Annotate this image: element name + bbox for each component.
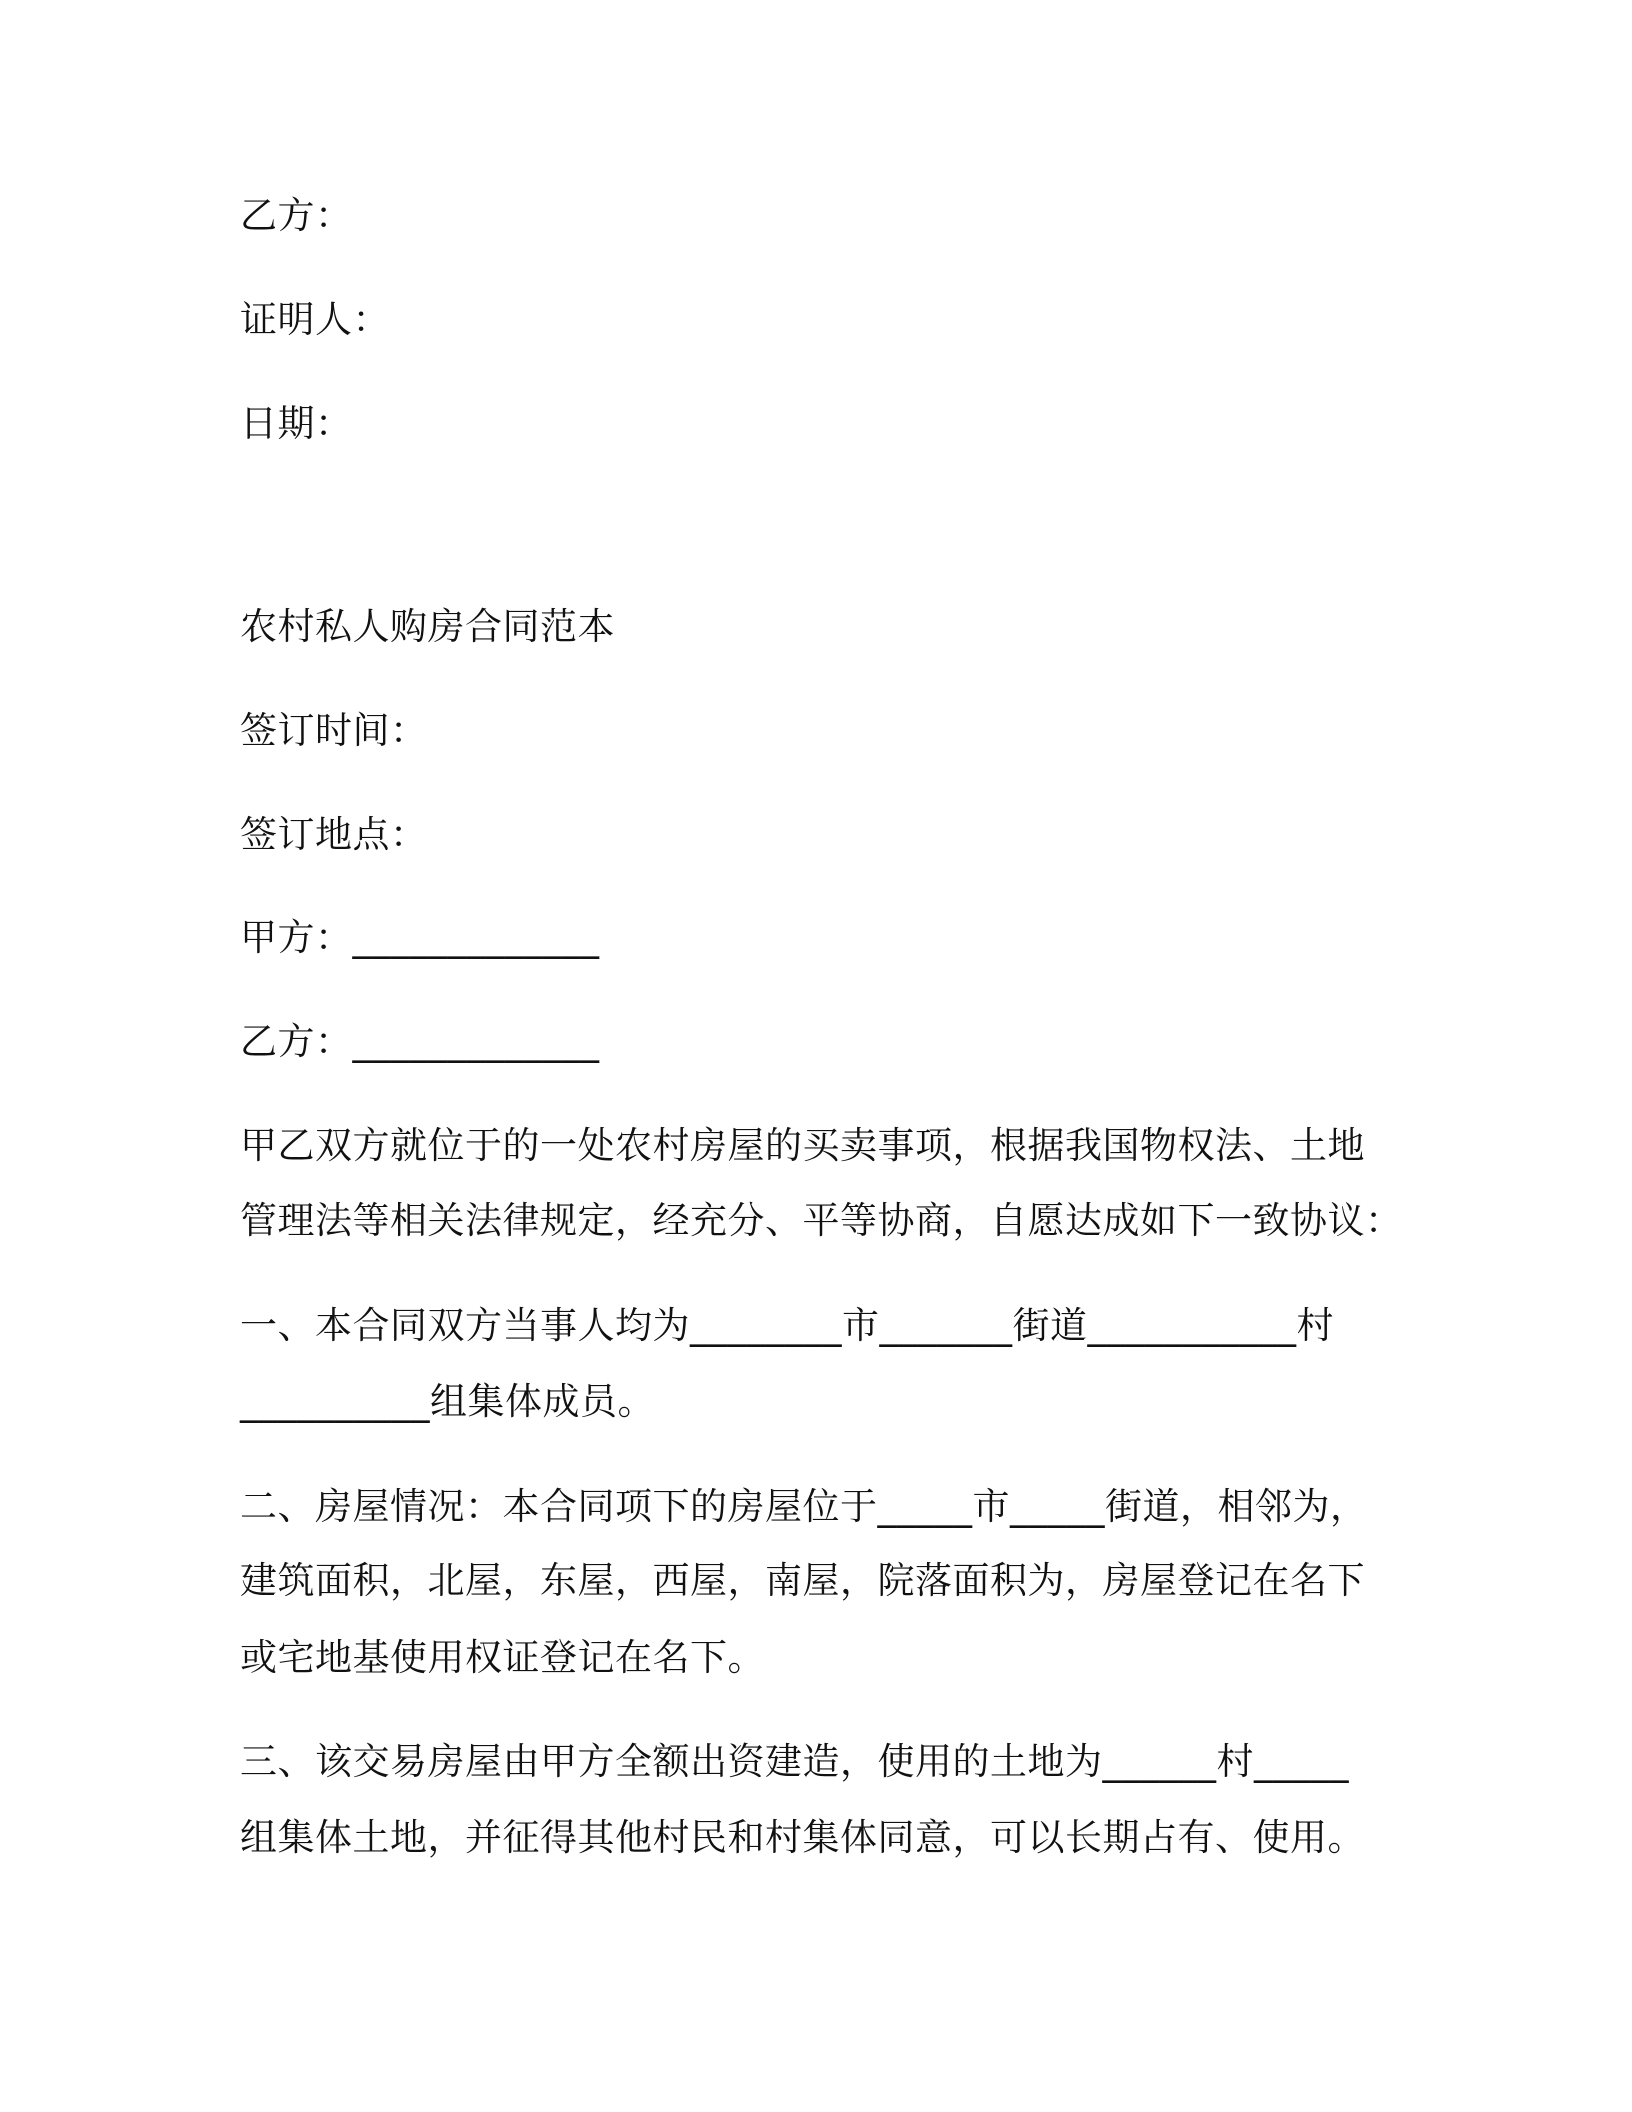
sign-place-line: 签订地点： [240, 813, 428, 856]
intro-paragraph-line-2: 管理法等相关法律规定，经充分、平等协商，自愿达成如下一致协议： [240, 1199, 1403, 1242]
clause-2-line-1: 二、房屋情况：本合同项下的房屋位于_____市_____街道，相邻为， [240, 1485, 1368, 1528]
clause-2-line-3: 或宅地基使用权证登记在名下。 [240, 1636, 765, 1679]
intro-paragraph-line-1: 甲乙双方就位于的一处农村房屋的买卖事项，根据我国物权法、土地 [240, 1124, 1365, 1167]
sign-time-line: 签订时间： [240, 709, 428, 752]
clause-3-line-2: 组集体土地，并征得其他村民和村集体同意，可以长期占有、使用。 [240, 1816, 1365, 1859]
clause-2-line-2: 建筑面积，北屋，东屋，西屋，南屋，院落面积为，房屋登记在名下 [240, 1559, 1365, 1602]
clause-1-line-2: __________组集体成员。 [240, 1380, 655, 1423]
party-b-line: 乙方：_____________ [240, 1020, 600, 1063]
date-line: 日期： [240, 402, 353, 445]
clause-1-line-1: 一、本合同双方当事人均为________市_______街道___________村 [240, 1304, 1334, 1347]
party-a-line: 甲方：_____________ [240, 916, 600, 959]
contract-title: 农村私人购房合同范本 [240, 605, 615, 648]
clause-3-line-1: 三、该交易房屋由甲方全额出资建造，使用的土地为______村_____ [240, 1740, 1349, 1783]
party-b-signature-line: 乙方： [240, 194, 353, 237]
witness-line: 证明人： [240, 298, 390, 341]
